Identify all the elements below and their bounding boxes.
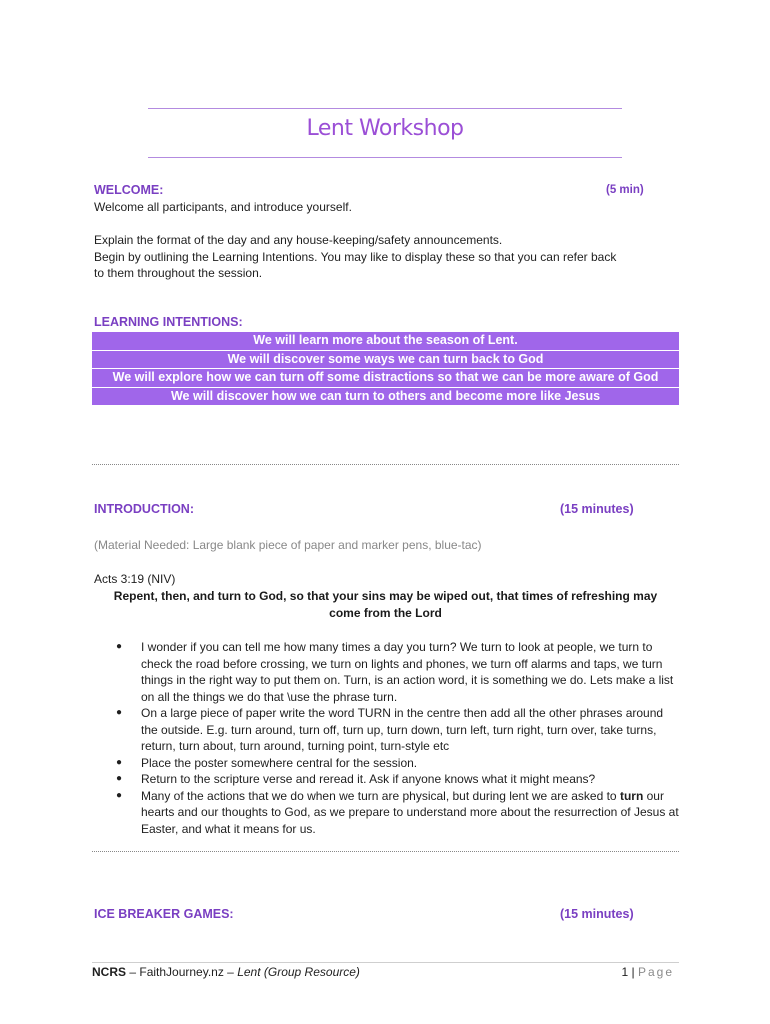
page-word: Page [637,965,674,979]
learning-intention: We will explore how we can turn off some distractions so that we can be more aware of God [92,369,679,388]
learning-intention: We will discover some ways we can turn back to God [92,351,679,370]
materials-needed: (Material Needed: Large blank piece of paper and marker pens, blue-tac) [94,538,482,552]
list-item [110,771,680,788]
verse-line-1: Repent, then, and turn to God, so that your sins may be wiped out, that times of refreshing may [113,589,658,603]
title-bottom-rule [148,157,622,158]
footer-resource: Lent (Group Resource) [237,965,360,979]
list-item-text: Place the poster somewhere central for the session. [141,755,418,770]
list-item [110,755,680,772]
list-item [110,639,680,705]
list-item-text: On a large piece of paper write the word TURN in the centre then add all the other phrases around the outside. E.g. turn around, turn off, turn up, turn down, turn left, turn right, turn over, take turns, return, turn about, turn around, turning point, turn-style etc [141,706,664,753]
list-item-text: I wonder if you can tell me how many times a day you turn? We turn to look at people, we turn to check the road before crossing, we turn on lights and phones, we turn off alarms and taps, we turn things in the right way to put them on. Turn, is an action word, it is something we do. Lets make a list on all the things we do that \use the phrase turn. [141,640,674,704]
list-item-text: Return to the scripture verse and reread it. Ask if anyone knows what it might means? [141,772,596,786]
page-number [621,965,674,979]
scripture-reference: Acts 3:19 (NIV) [94,572,176,586]
emphasis-turn: turn [619,788,644,803]
welcome-paragraph [94,232,684,282]
bullet-icon: ● [116,789,123,801]
learning-intention: We will discover how we can turn to others and become more like Jesus [92,388,679,407]
welcome-time: (5 min) [606,184,644,196]
verse-line-2: come from the Lord [329,605,442,620]
scripture-verse [92,588,679,621]
list-item [110,788,680,838]
list-item-text: Many of the actions that we do when we turn are physical, but during lent we are asked to [141,788,620,803]
welcome-heading: WELCOME: [94,183,164,197]
bullet-icon: ● [116,707,123,718]
bullet-icon: ● [116,756,123,768]
introduction-heading: INTRODUCTION: [94,502,194,516]
bullet-icon: ● [116,641,123,652]
learning-intention: We will learn more about the season of Lent. [92,332,679,351]
icebreaker-time: (15 minutes) [560,907,634,921]
welcome-para-line-3: to them throughout the session. [94,266,263,280]
welcome-line: Welcome all participants, and introduce yourself. [94,200,352,214]
title-top-rule [148,108,622,109]
footer-source [92,965,360,979]
list-item-text-end: our hearts and our thoughts to God, as we prepare to understand more about the resurrection of Jesus at Easter, and what it means for us. [141,788,679,836]
section-divider [92,464,679,465]
learning-intentions-box [92,332,679,406]
section-divider [92,851,679,852]
introduction-time: (15 minutes) [560,502,634,516]
footer-org: NCRS [92,965,127,979]
icebreaker-heading: ICE BREAKER GAMES: [94,907,234,921]
welcome-para-line-1: Explain the format of the day and any house-keeping/safety announcements. [94,233,503,247]
introduction-steps [110,639,680,837]
footer-rule [92,962,679,963]
page-title: Lent Workshop [306,116,464,141]
page-sep: | [628,965,638,979]
footer-site: – FaithJourney.nz – [126,965,238,979]
list-item [110,705,680,755]
welcome-para-line-2: Begin by outlining the Learning Intentions. You may like to display these so that you can refer back [94,249,617,264]
page-num: 1 [621,965,629,979]
bullet-icon: ● [116,773,123,784]
learning-heading: LEARNING INTENTIONS: [94,315,243,329]
